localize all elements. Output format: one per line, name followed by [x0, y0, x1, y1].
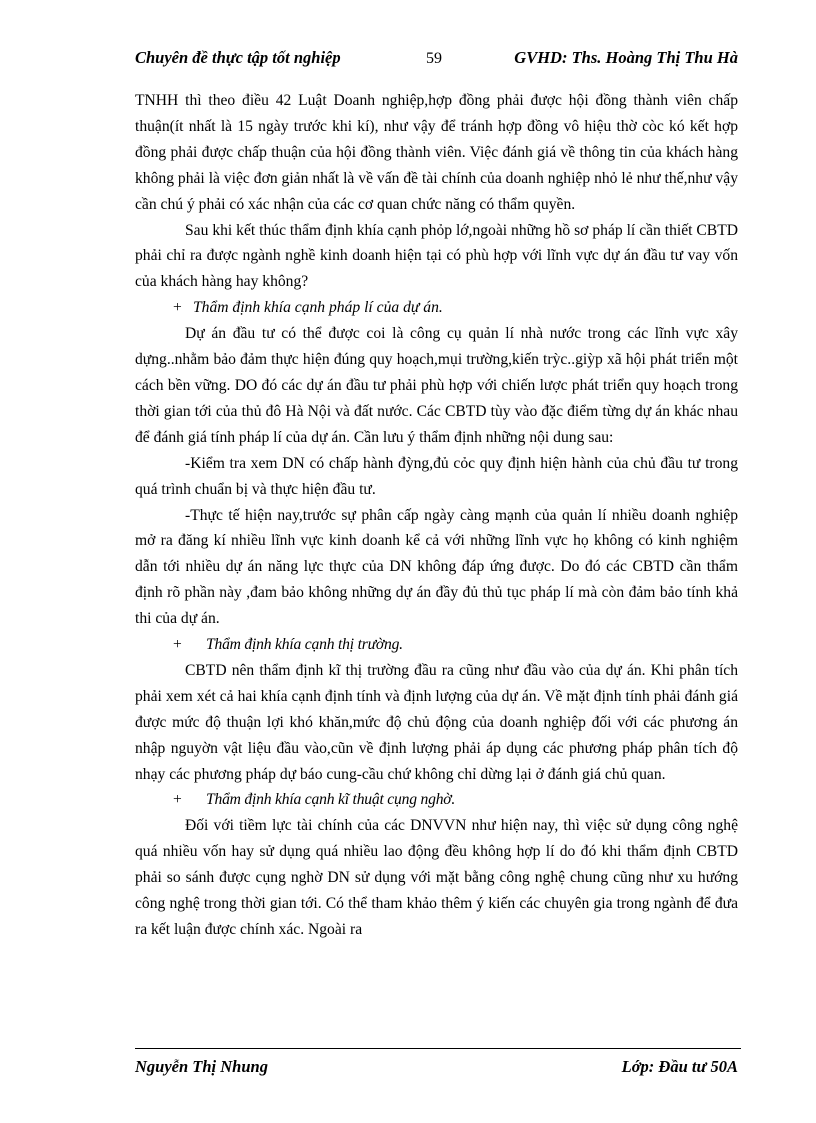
- bullet-plus: +: [173, 636, 182, 654]
- document-body: [135, 88, 738, 943]
- footer-author: Nguyễn Thị Nhung: [135, 1057, 268, 1076]
- header-advisor: GVHD: Ths. Hoàng Thị Thu Hà: [514, 48, 738, 67]
- paragraph-3: Dự án đầu tư có thể được coi là công cụ quản lí nhà nước trong các lĩnh vực xây dựng..nhằm bảo đảm thực hiện đúng quy hoạch,mụi trường,kiến trỳc..giỳp xã hội phát triển một cách bền vững. DO đó các dự án đầu tư phải phù hợp với chiến lược phát triển quy hoạch trong thời gian tới của thủ đô Hà Nội và đất nước. Các CBTD tùy vào đặc điểm từng dự án khác nhau để đánh giá tính pháp lí của dự án. Cần lưu ý thẩm định những nội dung sau:: [135, 325, 738, 446]
- bullet-plus: +: [173, 299, 182, 317]
- footer-class: Lớp: Đầu tư 50A: [621, 1057, 738, 1076]
- heading-legal-text: Thẩm định khía cạnh pháp lí của dự án.: [193, 299, 443, 317]
- heading-technical: [135, 787, 738, 813]
- bullet-plus: +: [173, 791, 182, 809]
- header-title: Chuyên đề thực tập tốt nghiệp: [135, 48, 341, 67]
- paragraph-6: CBTD nên thẩm định kĩ thị trường đầu ra cũng như đầu vào của dự án. Khi phân tích phải xem xét cả hai khía cạnh định tính và định lượng của dự án. Về mặt định tính phải đánh giá được mức độ thuận lợi khó khăn,mức độ chủ động của doanh nghiệp đối với các phương án nhập nguyờn vật liệu đầu vào,cũn về định lượng phải áp dụng các phương pháp phân tích độ nhạy các phương pháp dự báo cung-cầu chứ không chỉ dừng lại ở đánh giá chủ quan.: [135, 661, 738, 783]
- heading-legal: [135, 295, 738, 321]
- page-footer: [135, 1057, 738, 1081]
- paragraph-4: -Kiểm tra xem DN có chấp hành đỳng,đủ cỏc quy định hiện hành của chủ đầu tư trong quá trình chuẩn bị và thực hiện đầu tư.: [135, 454, 738, 498]
- heading-market: [135, 632, 738, 658]
- page-header: [135, 48, 738, 72]
- paragraph-7: Đối với tiềm lực tài chính của các DNVVN như hiện nay, thì việc sử dụng công nghệ quá nhiều vốn hay sử dụng quá nhiều lao động đều không hợp lí do đó khi thẩm định CBTD phải so sánh được cụng nghờ DN sử dụng với mặt bằng công nghệ chung cũng như xu hướng công nghệ trong thời gian tới. Có thể tham khảo thêm ý kiến các chuyên gia trong ngành để đưa ra kết luận được chính xác. Ngoài ra: [135, 817, 738, 938]
- page-number: 59: [426, 50, 442, 67]
- paragraph-2: Sau khi kết thúc thẩm định khía cạnh phỏp lớ,ngoài những hồ sơ pháp lí cần thiết CBTD phải chỉ ra được ngành nghề kinh doanh hiện tại có phù hợp với lĩnh vực dự án đầu tư vay vốn của khách hàng hay không?: [135, 221, 738, 291]
- paragraph-5: -Thực tế hiện nay,trước sự phân cấp ngày càng mạnh của quản lí nhiều doanh nghiệp mở ra đăng kí nhiều lĩnh vực kinh doanh kể cả với những lĩnh vực họ không có kinh nghiệm dẫn tới nhiều dự án năng lực thực của DN không đáp ứng được. Do đó các CBTD cần thẩm định rõ phần này ,đam bảo không những dự án đầy đủ thủ tục pháp lí mà còn đảm bảo tính khả thi của dự án.: [135, 506, 738, 628]
- footer-divider: [135, 1048, 741, 1049]
- paragraph-1: TNHH thì theo điều 42 Luật Doanh nghiệp,hợp đồng phải được hội đồng thành viên chấp thuận(ít nhất là 15 ngày trước khi kí), như vậy để tránh hợp đồng vô hiệu thờ còc kó kết hợp đồng phải được chấp thuận của hội đồng thành viên. Việc đánh giá về thông tin của khách hàng không phải là việc đơn giản nhất là về vấn đề tài chính của doanh nghiệp nhỏ lẻ như thế,như vậy cần chú ý phải có xác nhận của các cơ quan chức năng có thẩm quyền.: [135, 92, 738, 213]
- heading-market-text: Thẩm định khía cạnh thị trường.: [206, 636, 403, 654]
- heading-technical-text: Thẩm định khía cạnh kĩ thuật cụng nghờ.: [206, 791, 456, 809]
